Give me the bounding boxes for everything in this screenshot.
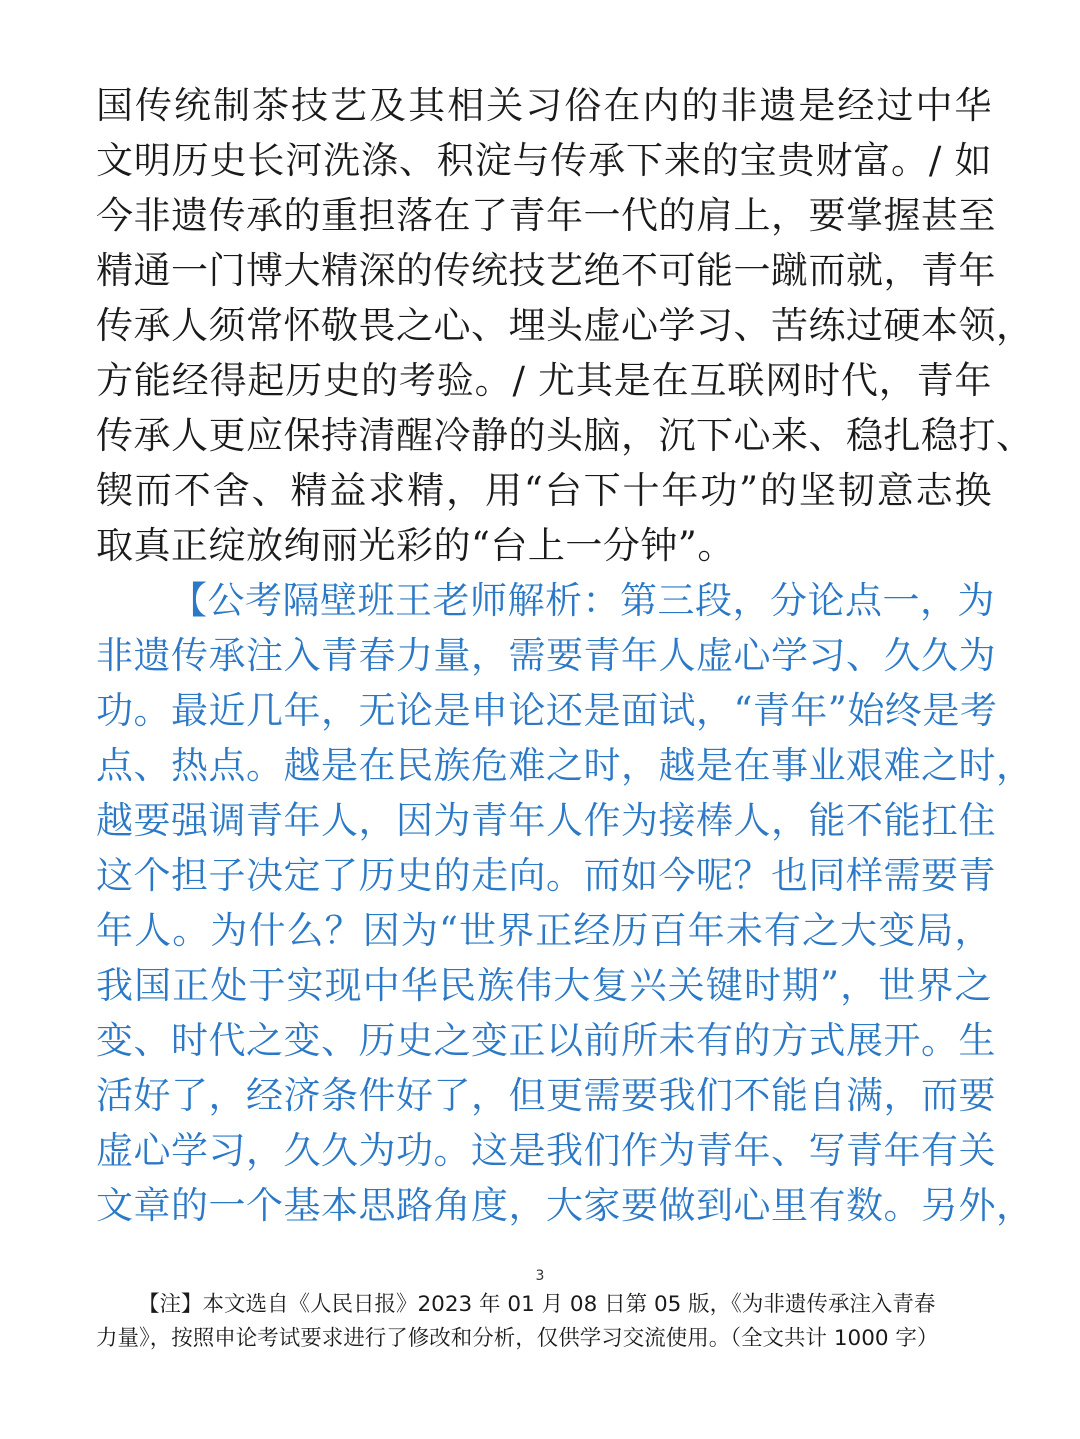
footnote (96, 1288, 992, 1356)
text-line: 今非遗传承的重担落在了青年一代的肩上，要掌握甚至 (96, 194, 996, 237)
analysis-line: 这个担子决定了历史的走向。而如今呢？也同样需要青 (96, 854, 996, 897)
analysis-line: 功。最近几年，无论是申论还是面试，“青年”始终是考 (96, 689, 998, 732)
text-line: 方能经得起历史的考验。/ 尤其是在互联网时代，青年 (96, 359, 992, 402)
text-line: 取真正绽放绚丽光彩的“台上一分钟”。 (96, 524, 735, 567)
analysis-line: 文章的一个基本思路角度，大家要做到心里有数。另外， (96, 1184, 1034, 1227)
text-line: 文明历史长河洗涤、积淀与传承下来的宝贵财富。/ 如 (96, 139, 992, 182)
page-number: 3 (535, 1268, 545, 1284)
text-line: 传承人须常怀敬畏之心、埋头虚心学习、苦练过硬本领， (96, 304, 1034, 347)
analysis-line: 越要强调青年人，因为青年人作为接棒人，能不能扛住 (96, 799, 996, 842)
analysis-line: 变、时代之变、历史之变正以前所未有的方式展开。生 (96, 1019, 996, 1062)
footnote-line: 【注】本文选自《人民日报》2023 年 01 月 08 日第 05 版，《为非遗传承注入青春 (138, 1292, 936, 1317)
analysis-line: 【公考隔壁班王老师解析：第三段，分论点一，为 (170, 579, 995, 622)
text-line: 国传统制茶技艺及其相关习俗在内的非遗是经过中华 (96, 84, 992, 127)
text-line: 精通一门博大精深的传统技艺绝不可能一蹴而就，青年 (96, 249, 996, 292)
analysis-paragraph (96, 573, 1034, 1233)
main-paragraph (96, 78, 1034, 573)
article-body (96, 78, 1034, 1233)
analysis-line: 活好了，经济条件好了，但更需要我们不能自满，而要 (96, 1074, 996, 1117)
text-line: 传承人更应保持清醒冷静的头脑，沉下心来、稳扎稳打、 (96, 414, 1034, 457)
analysis-line: 虚心学习，久久为功。这是我们作为青年、写青年有关 (96, 1129, 996, 1172)
analysis-line: 点、热点。越是在民族危难之时，越是在事业艰难之时， (96, 744, 1034, 787)
analysis-line: 年人。为什么？因为“世界正经历百年未有之大变局， (96, 909, 992, 952)
analysis-line: 我国正处于实现中华民族伟大复兴关键时期”，世界之 (96, 964, 992, 1007)
analysis-line: 非遗传承注入青春力量，需要青年人虚心学习、久久为 (96, 634, 996, 677)
footnote-line: 力量》，按照申论考试要求进行了修改和分析，仅供学习交流使用。（全文共计 1000 字） (96, 1326, 939, 1351)
text-line: 锲而不舍、精益求精，用“台下十年功”的坚韧意志换 (96, 469, 992, 512)
